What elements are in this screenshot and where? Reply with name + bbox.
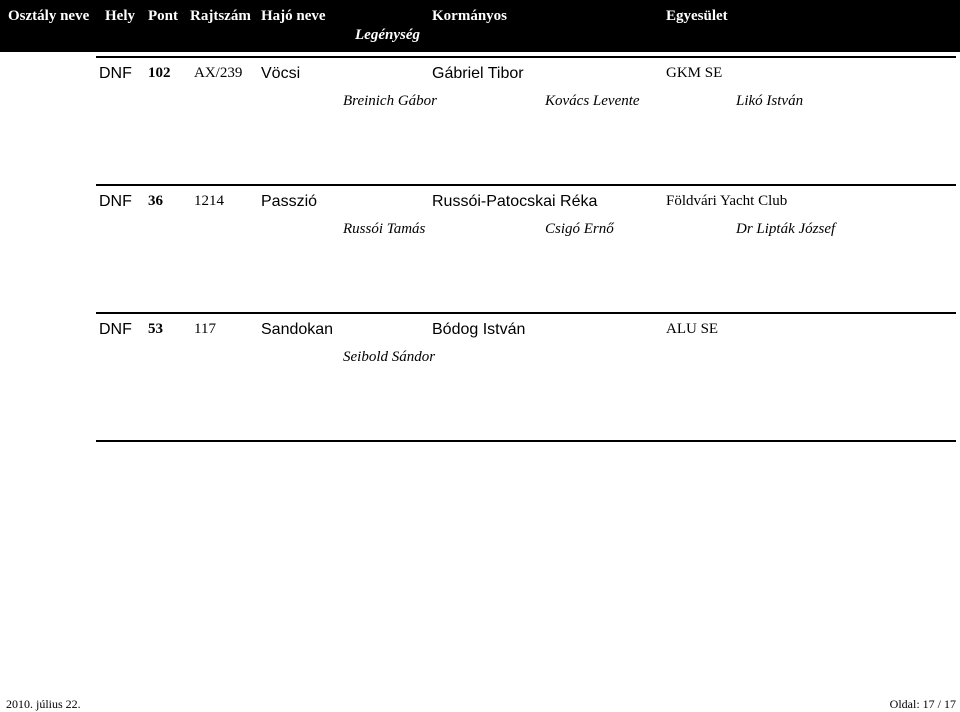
place-cell: DNF xyxy=(99,321,132,338)
crew-member: Csigó Ernő xyxy=(545,221,614,237)
place-cell: DNF xyxy=(99,193,132,210)
crew-member: Russói Tamás xyxy=(343,221,426,237)
club-cell: ALU SE xyxy=(666,321,719,337)
crew-member: Likó István xyxy=(736,93,804,109)
crew-member: Kovács Levente xyxy=(545,93,640,109)
header-class-name: Osztály neve xyxy=(8,8,90,24)
crew-member: Breinich Gábor xyxy=(343,93,438,109)
points-cell: 53 xyxy=(148,321,163,337)
place-cell: DNF xyxy=(99,65,132,82)
header-place: Hely xyxy=(105,8,135,24)
sail-number-cell: AX/239 xyxy=(194,65,243,81)
points-cell: 36 xyxy=(148,193,163,209)
header-club: Egyesület xyxy=(666,8,728,24)
footer-page-number: Oldal: 17 / 17 xyxy=(889,697,956,711)
header-crew: Legénység xyxy=(355,27,420,43)
helmsman-cell: Gábriel Tibor xyxy=(432,65,524,82)
club-cell: Földvári Yacht Club xyxy=(666,193,788,209)
row-separator xyxy=(96,440,956,442)
points-cell: 102 xyxy=(148,65,171,81)
helmsman-cell: Bódog István xyxy=(432,321,526,338)
helmsman-cell: Russói-Patocskai Réka xyxy=(432,193,598,210)
footer-date: 2010. július 22. xyxy=(6,697,81,711)
row-separator xyxy=(96,312,956,314)
boat-name-cell: Sandokan xyxy=(261,321,334,338)
sail-number-cell: 117 xyxy=(194,321,216,337)
row-separator xyxy=(96,184,956,186)
row-separator xyxy=(96,56,956,58)
header-points: Pont xyxy=(148,8,178,24)
crew-member: Seibold Sándor xyxy=(343,349,436,365)
boat-name-cell: Passzió xyxy=(261,193,318,210)
column-header-bar xyxy=(0,0,960,52)
header-sail-number: Rajtszám xyxy=(190,8,251,24)
crew-member: Dr Lipták József xyxy=(736,221,836,237)
club-cell: GKM SE xyxy=(666,65,723,81)
header-helmsman: Kormányos xyxy=(432,8,507,24)
boat-name-cell: Vöcsi xyxy=(261,65,301,82)
sail-number-cell: 1214 xyxy=(194,193,224,209)
header-boat-name: Hajó neve xyxy=(261,8,326,24)
